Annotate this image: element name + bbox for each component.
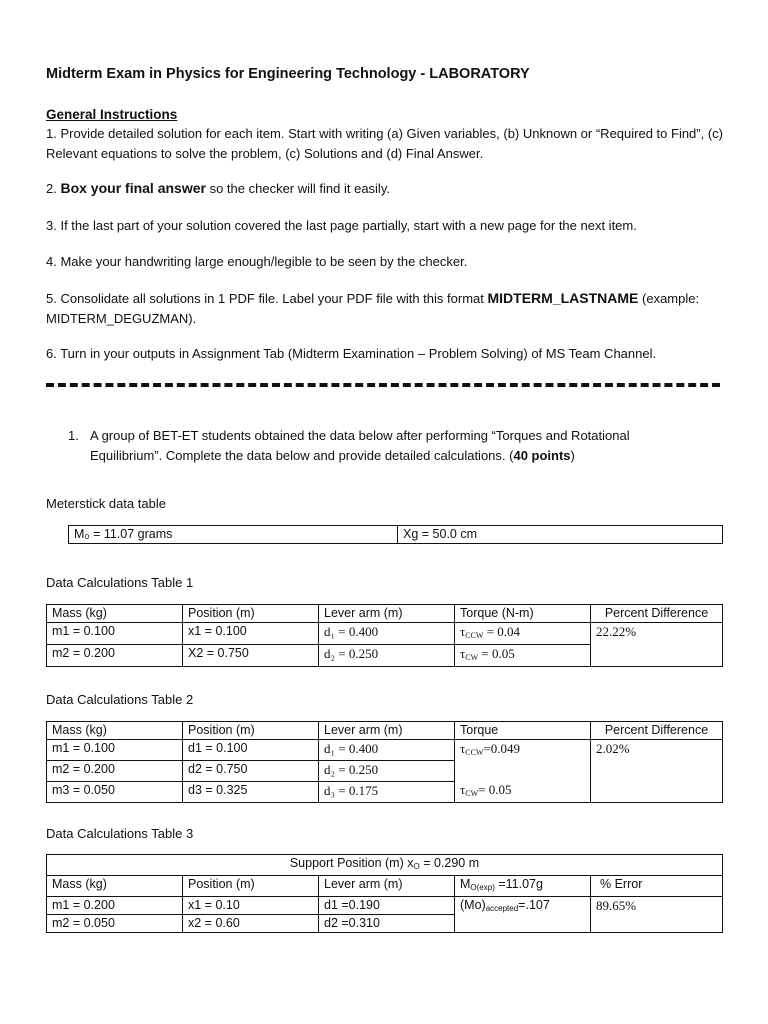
position-cell: x1 = 0.100 xyxy=(183,623,319,645)
xg-cell: Xɡ = 50.0 cm xyxy=(398,526,723,544)
support-row xyxy=(47,855,723,876)
page-title: Midterm Exam in Physics for Engineering Technology - LABORATORY xyxy=(46,66,530,82)
instruction-2-number: 2. xyxy=(46,181,57,196)
table-header-row xyxy=(47,722,723,740)
lever-cell: d₁ = 0.400 xyxy=(319,623,455,645)
question-body: A group of BET-ET students obtained the data below after performing “Torques and Rotational Equilibrium”. Complete the data below and provide detailed calculations. ( xyxy=(90,428,630,463)
table-row xyxy=(47,623,723,645)
spacer xyxy=(460,761,585,781)
meterstick-label: Meterstick data table xyxy=(46,496,166,511)
torque-subscript: CW xyxy=(465,789,479,798)
tau-symbol: τ xyxy=(460,646,466,661)
mo-exp-value: =11.07g xyxy=(494,877,543,891)
mass-cell: m1 = 0.100 xyxy=(47,623,183,645)
question-points: 40 points xyxy=(513,448,571,463)
percent-error-cell: 89.65% xyxy=(591,897,723,933)
instruction-5-bold: MIDTERM_LASTNAME xyxy=(487,290,639,306)
position-cell: d1 = 0.100 xyxy=(183,740,319,761)
tau-symbol: τ xyxy=(460,624,466,639)
instruction-2-rest: so the checker will find it easily. xyxy=(209,181,390,196)
instruction-4: 4. Make your handwriting large enough/legible to be seen by the checker. xyxy=(46,254,468,269)
table-row xyxy=(47,740,723,761)
instruction-2 xyxy=(46,178,736,199)
table3-label: Data Calculations Table 3 xyxy=(46,826,194,841)
mo-accepted-subscript: accepted xyxy=(485,904,519,913)
data-table-3 xyxy=(46,854,723,933)
torque-value: = 0.05 xyxy=(478,646,515,661)
mo-accepted-value: =.107 xyxy=(518,898,550,912)
table2-label: Data Calculations Table 2 xyxy=(46,692,194,707)
tau-symbol: τ xyxy=(460,741,466,756)
percent-error-label: % Error xyxy=(600,877,643,891)
mass-cell: m2 = 0.200 xyxy=(47,761,183,782)
support-label: Support Position (m) x xyxy=(289,856,414,870)
mass-cell: m2 = 0.050 xyxy=(47,915,183,933)
instruction-2-bold: Box your final answer xyxy=(60,180,206,196)
mo-exp-label: M xyxy=(460,877,471,891)
position-cell: x1 = 0.10 xyxy=(183,897,319,915)
torque-subscript: CW xyxy=(465,653,479,662)
support-position-cell xyxy=(47,855,723,876)
instruction-5 xyxy=(46,288,736,329)
mass-cell: m1 = 0.200 xyxy=(47,897,183,915)
general-instructions-heading: General Instructions xyxy=(46,107,178,122)
percent-difference-cell: 22.22% xyxy=(591,623,723,667)
lever-cell: d₁ = 0.400 xyxy=(319,740,455,761)
question-text xyxy=(90,426,690,466)
torque-cw xyxy=(460,781,585,802)
header-mass: Mass (kg) xyxy=(47,605,183,623)
mass-cell: m1 = 0.100 xyxy=(47,740,183,761)
header-position: Position (m) xyxy=(183,876,319,897)
torque-value: = 0.04 xyxy=(483,624,521,639)
position-cell: X2 = 0.750 xyxy=(183,645,319,667)
instruction-1: 1. Provide detailed solution for each item. Start with writing (a) Given variables, (b) Unknown or “Required to Find”, (c) Relevant equations to solve the problem, (c) Solutions and (d) Final Answer. xyxy=(46,126,724,161)
header-torque: Torque (N-m) xyxy=(455,605,591,623)
instruction-3: 3. If the last part of your solution covered the last page partially, start with a new page for the next item. xyxy=(46,218,637,233)
support-subscript: O xyxy=(413,862,420,871)
torque-cell xyxy=(455,623,591,645)
header-position: Position (m) xyxy=(183,722,319,740)
instruction-5-post: (example: MIDTERM_DEGUZMAN). xyxy=(46,291,700,326)
mass-cell: m3 = 0.050 xyxy=(47,782,183,803)
position-cell: d2 = 0.750 xyxy=(183,761,319,782)
header-mass: Mass (kg) xyxy=(47,722,183,740)
support-value: = 0.290 m xyxy=(419,856,480,870)
header-lever-arm: Lever arm (m) xyxy=(319,605,455,623)
lever-cell: d2 =0.310 xyxy=(319,915,455,933)
m0-cell: M₀ = 11.07 grams xyxy=(69,526,398,544)
header-lever-arm: Lever arm (m) xyxy=(319,722,455,740)
header-position: Position (m) xyxy=(183,605,319,623)
torque-cell xyxy=(455,740,591,803)
question-number: 1. xyxy=(68,428,79,443)
torque-ccw xyxy=(460,740,585,761)
mass-cell: m2 = 0.200 xyxy=(47,645,183,667)
lever-cell: d₂ = 0.250 xyxy=(319,761,455,782)
torque-value: =0.049 xyxy=(483,741,521,756)
tau-symbol: τ xyxy=(460,782,466,797)
torque-cell xyxy=(455,645,591,667)
header-percent-difference: Percent Difference xyxy=(591,722,723,740)
percent-difference-cell: 2.02% xyxy=(591,740,723,803)
lever-cell: d₂ = 0.250 xyxy=(319,645,455,667)
torque-subscript: CCW xyxy=(465,748,484,757)
torque-value: = 0.05 xyxy=(478,782,512,797)
header-mass: Mass (kg) xyxy=(47,876,183,897)
instruction-6: 6. Turn in your outputs in Assignment Tab (Midterm Examination – Problem Solving) of MS Team Channel. xyxy=(46,346,657,361)
instruction-5-pre: 5. Consolidate all solutions in 1 PDF file. Label your PDF file with this format xyxy=(46,291,484,306)
header-percent-error xyxy=(591,876,723,897)
header-torque: Torque xyxy=(455,722,591,740)
table1-label: Data Calculations Table 1 xyxy=(46,575,194,590)
table-header-row xyxy=(47,605,723,623)
question-close: ) xyxy=(570,448,575,463)
mo-accepted-label: (Mo) xyxy=(460,898,486,912)
torque-subscript: CCW xyxy=(465,631,484,640)
meterstick-table xyxy=(68,525,723,544)
lever-cell: d1 =0.190 xyxy=(319,897,455,915)
data-table-1 xyxy=(46,604,723,667)
header-mo-exp xyxy=(455,876,591,897)
table-header-row xyxy=(47,876,723,897)
header-lever-arm: Lever arm (m) xyxy=(319,876,455,897)
position-cell: d3 = 0.325 xyxy=(183,782,319,803)
mo-accepted-cell xyxy=(455,897,591,933)
lever-cell: d₃ = 0.175 xyxy=(319,782,455,803)
mo-exp-subscript: O(exp) xyxy=(470,883,495,892)
header-percent-difference: Percent Difference xyxy=(591,605,723,623)
data-table-2 xyxy=(46,721,723,803)
table-row xyxy=(47,897,723,915)
dashed-separator xyxy=(46,383,720,387)
position-cell: x2 = 0.60 xyxy=(183,915,319,933)
